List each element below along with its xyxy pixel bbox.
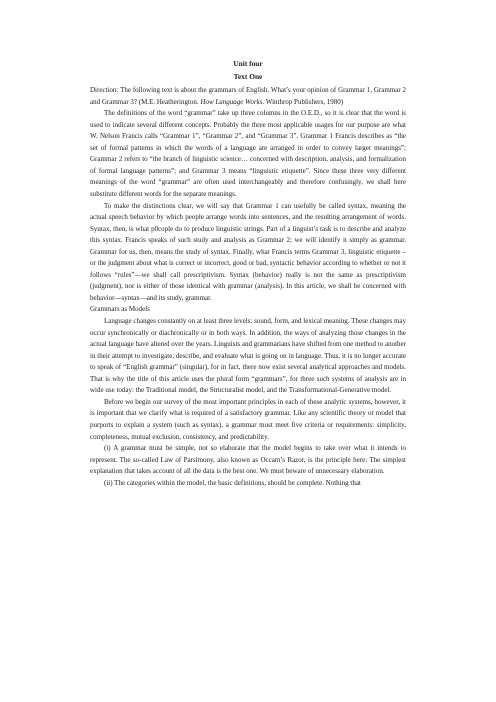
paragraph-language-changes: Language changes constantly on at least three levels: sound, form, and lexical meaning. These changes may occur synchronically or diachronically or in both ways. In addition, the ways of analyzing those changes in the actual language have altered over the years. Linguists and grammarians have shifted from one method to another in their attempt to investigate, describe, and evaluate what is going on in language. Thus, it is no longer accurate to speak of “English grammar” (singular), for in fact, there now exist several analytical approaches and models. That is why the title of this article uses the plural form “grammars”, for three such systems of analysis are in wide use today: the Traditional model, the Structuralist model, and the Transformational-Generative model.	[90, 317, 406, 395]
unit-title: Unit four	[233, 59, 263, 68]
paragraph-completeness: (ii) The categories within the model, the basic definitions, should be complete. Nothing that	[104, 478, 361, 487]
direction-suffix: . Winthrop Publishers, 1980)	[262, 97, 344, 106]
paragraph-distinctions: To make the distinctions clear, we will say that Grammar 1 can usefully be called syntax, meaning the actual speech behavior by which people arrange words into sentences, and the resulting arrangement of words. Syntax, then, is what p0cople do to produce linguistic strings. Part of a linguist’s task is to describe and analyze this syntax. Francis speaks of such study and analysis as Grammar 2; we will identify it simply as grammar. Grammar for us, then, means the study of syntax. Finally, what Francis terms Grammar 3, linguistic etiquette –or the judgment about what is correct or incorrect, good or bad, syntactic behavior according to whether or not it follows “rules”—we shall call prescriptivism. Syntax (behavior) really is not the same as prescriptivism (judgment), nor is either of those identical with grammar (analysis). In this article, we shall be concerned with behavior—syntax—and its study, grammar.	[90, 201, 406, 302]
paragraph-simplicity: (i) A grammar must be simple, not so elaborate that the model begins to take over what it intends to represent. The so-called Law of Parsimony, also known as Occam’s Razor, is the principle here: The simplest explanation that takes account of all the data is the best one. We must beware of unnecessary elaboration.	[90, 444, 406, 476]
document-body	[90, 58, 406, 489]
paragraph-criteria: Before we begin our survey of the most important principles in each of these analytic systems, however, it is important that we clarify what is required of a satisfactory grammar. Like any scientific theory or model that purports to explain a system (such as syntax), a grammar must meet five criteria or requirements: simplicity, completeness, mutual exclusion, consistency, and predictability.	[90, 397, 406, 441]
text-title: Text One	[233, 71, 263, 81]
book-title: How Language Works	[200, 97, 263, 106]
direction-prefix: Direction: The following text is about the grammars of English. What’s your opinion of Grammar 1, Grammar 2 and Grammar 3? (M.E. Heatherington.	[90, 86, 406, 106]
paragraph-grammar-definitions: The definitions of the word “grammar” take up three columns in the O.E.D., so it is clear that the word is used to indicate several different concepts. Probably the three most applicable usages for our purpose are what W. Nelson Francis calls “Grammar 1”, “Grammar 2”, and “Grammar 3”. Grammar 1 Francis describes as “the set of formal patterns in which the words of a language are arranged in order to convey larger meanings”; Grammar 2 refers to “the branch of linguistic science… concerned with description, analysis, and formalization of formal language patterns”; and Grammar 3 means “linguistic etiquette”. Since these three very different meanings of the word “grammar” are often used interchangeably and therefore confusingly, we shall here substitute different words for the separate meanings.	[90, 109, 406, 199]
section-heading: Grammars as Models	[90, 305, 150, 314]
direction-paragraph	[90, 85, 406, 108]
